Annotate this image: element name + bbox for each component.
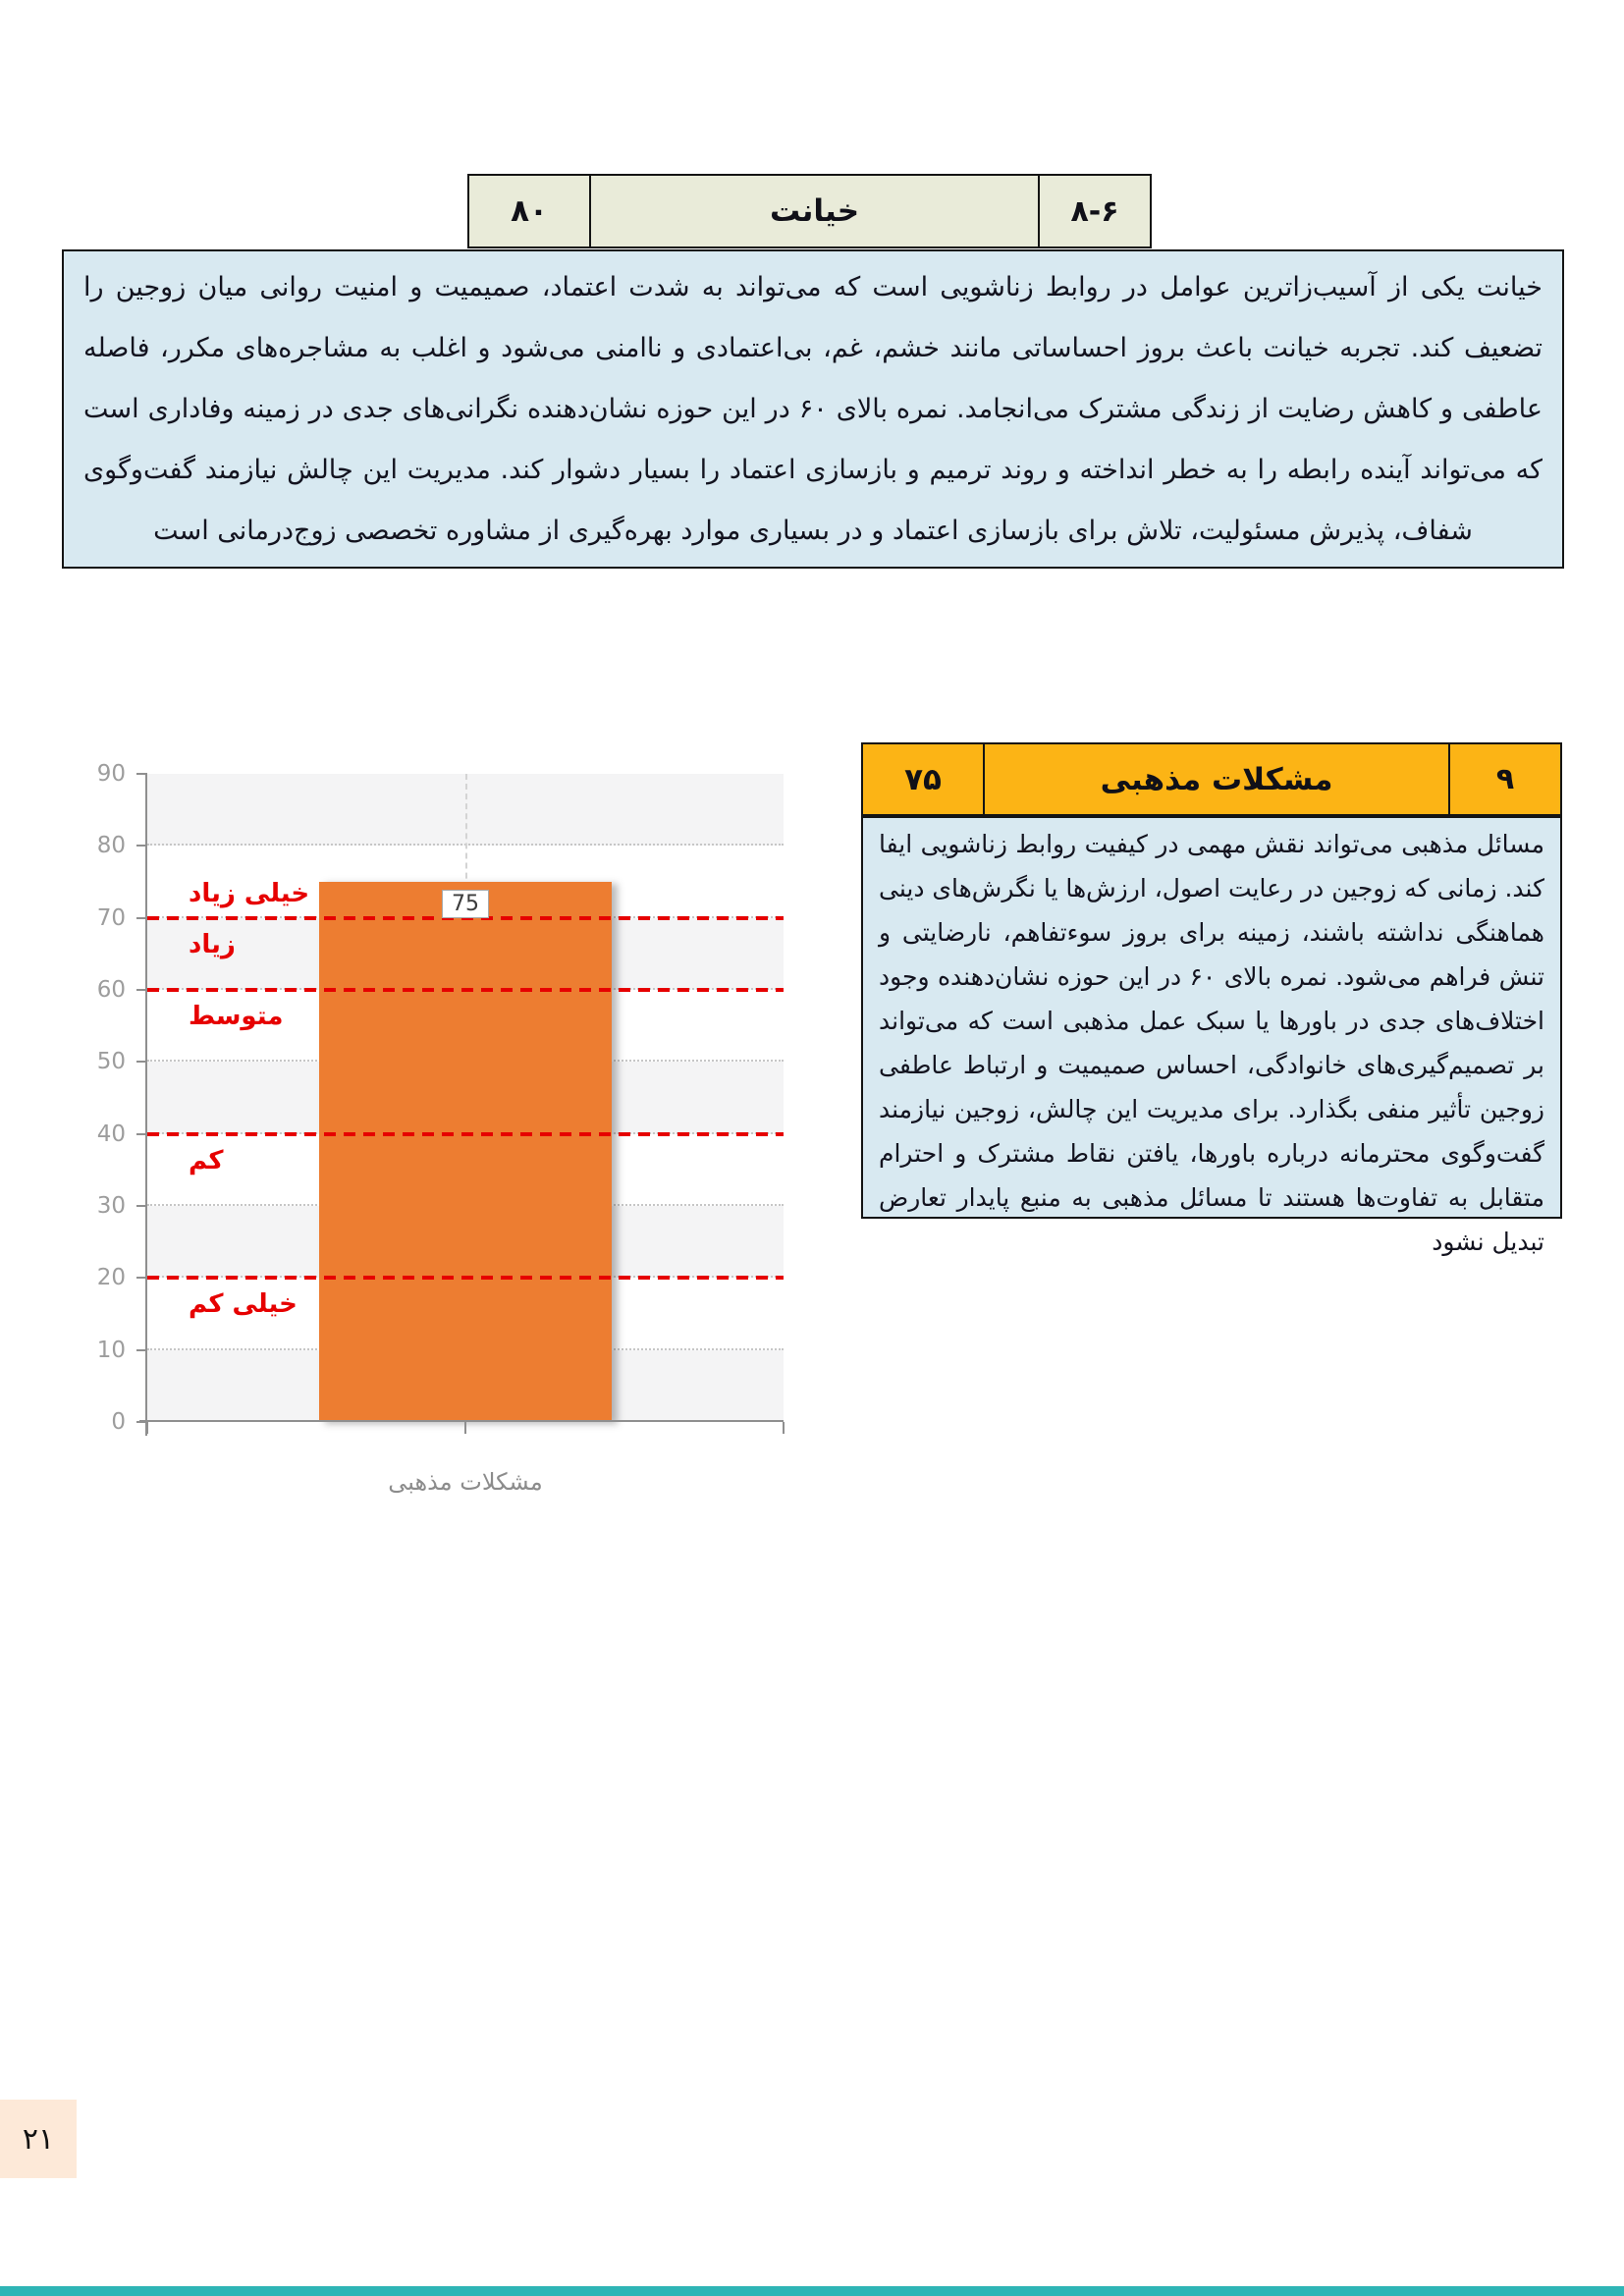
y-tick-label: 20 [96, 1265, 126, 1291]
section-religious-description: مسائل مذهبی می‌تواند نقش مهمی در کیفیت روابط زناشویی ایفا کند. زمانی که زوجین در رعایت اصول، ارزش‌ها یا نگرش‌های دینی هماهنگی نداشته باشند، زمینه برای بروز سوءتفاهم، نارضایتی و تنش فراهم می‌شود. نمره بالای ۶۰ در این حوزه نشان‌دهنده وجود اختلاف‌های جدی در باورها یا سبک عمل مذهبی است که می‌تواند بر تصمیم‌گیری‌های خانوادگی، احساس صمیمیت و ارتباط عاطفی زوجین تأثیر منفی بگذارد. برای مدیریت این چالش، زوجین نیازمند گفت‌وگوی محترمانه درباره باورها، یافتن نقاط مشترک و احترام متقابل به تفاوت‌ها هستند تا مسائل مذهبی به منبع پایدار تعارض تبدیل نشود [861, 816, 1562, 1219]
y-tick-label: 80 [96, 833, 126, 859]
y-tick [136, 1349, 147, 1351]
footer-accent-bar [0, 2286, 1624, 2296]
x-category-label: مشکلات مذهبی [388, 1468, 543, 1496]
y-tick [136, 1133, 147, 1135]
threshold-line-40 [147, 1132, 784, 1136]
y-tick [136, 917, 147, 919]
section-religious-header [861, 742, 1562, 816]
x-tick [464, 1422, 466, 1434]
y-tick-label: 60 [96, 977, 126, 1003]
y-tick-label: 10 [96, 1337, 126, 1363]
threshold-label: متوسط [189, 1001, 284, 1031]
threshold-label: خیلی کم [189, 1289, 298, 1320]
bar-value-label: 75 [442, 890, 489, 918]
y-tick-label: 50 [96, 1049, 126, 1075]
threshold-label: زیاد [189, 929, 236, 959]
y-tick [136, 1277, 147, 1279]
x-tick [146, 1422, 148, 1434]
section-infidelity-description: خیانت یکی از آسیب‌زاترین عوامل در روابط زناشویی است که می‌تواند به شدت اعتماد، صمیمیت و امنیت روانی میان زوجین را تضعیف کند. تجربه خیانت باعث بروز احساساتی مانند خشم، غم، بی‌اعتمادی و ناامنی می‌شود و اغلب به مشاجره‌های مکرر، فاصله عاطفی و کاهش رضایت از زندگی مشترک می‌انجامد. نمره بالای ۶۰ در این حوزه نشان‌دهنده نگرانی‌های جدی در زمینه وفاداری است که می‌تواند آینده رابطه را به خطر انداخته و روند ترمیم و بازسازی اعتماد را بسیار دشوار کند. مدیریت این چالش نیازمند گفت‌وگوی شفاف، پذیرش مسئولیت، تلاش برای بازسازی اعتماد و در بسیاری موارد بهره‌گیری از مشاوره تخصصی زوج‌درمانی است [62, 249, 1564, 569]
score-bar [319, 882, 612, 1422]
section-infidelity-title: خیانت [591, 176, 1040, 246]
threshold-label: کم [189, 1145, 224, 1175]
y-tick [136, 1205, 147, 1207]
y-tick [136, 845, 147, 847]
x-axis-line [139, 1420, 784, 1422]
threshold-line-60 [147, 988, 784, 992]
y-tick-label: 0 [111, 1409, 126, 1435]
y-tick [136, 773, 147, 775]
threshold-label: خیلی زیاد [189, 878, 310, 908]
y-tick [136, 1061, 147, 1063]
section-infidelity-header [467, 174, 1152, 248]
section-infidelity-score: ۸۰ [469, 176, 591, 246]
y-tick-label: 90 [96, 761, 126, 787]
y-axis-line [145, 774, 147, 1436]
x-tick [783, 1422, 785, 1434]
y-tick [136, 989, 147, 991]
threshold-line-20 [147, 1276, 784, 1280]
score-bar-chart [96, 761, 784, 1435]
y-tick-label: 30 [96, 1193, 126, 1219]
section-religious-title: مشکلات مذهبی [985, 744, 1450, 814]
y-tick-label: 70 [96, 904, 126, 931]
section-religious-code: ۹ [1495, 762, 1515, 796]
y-tick-label: 40 [96, 1121, 126, 1147]
section-religious-score: ۷۵ [863, 744, 985, 814]
section-infidelity-code: ۸-۶ [1070, 193, 1119, 229]
page-number: ۲۱ [0, 2100, 77, 2178]
